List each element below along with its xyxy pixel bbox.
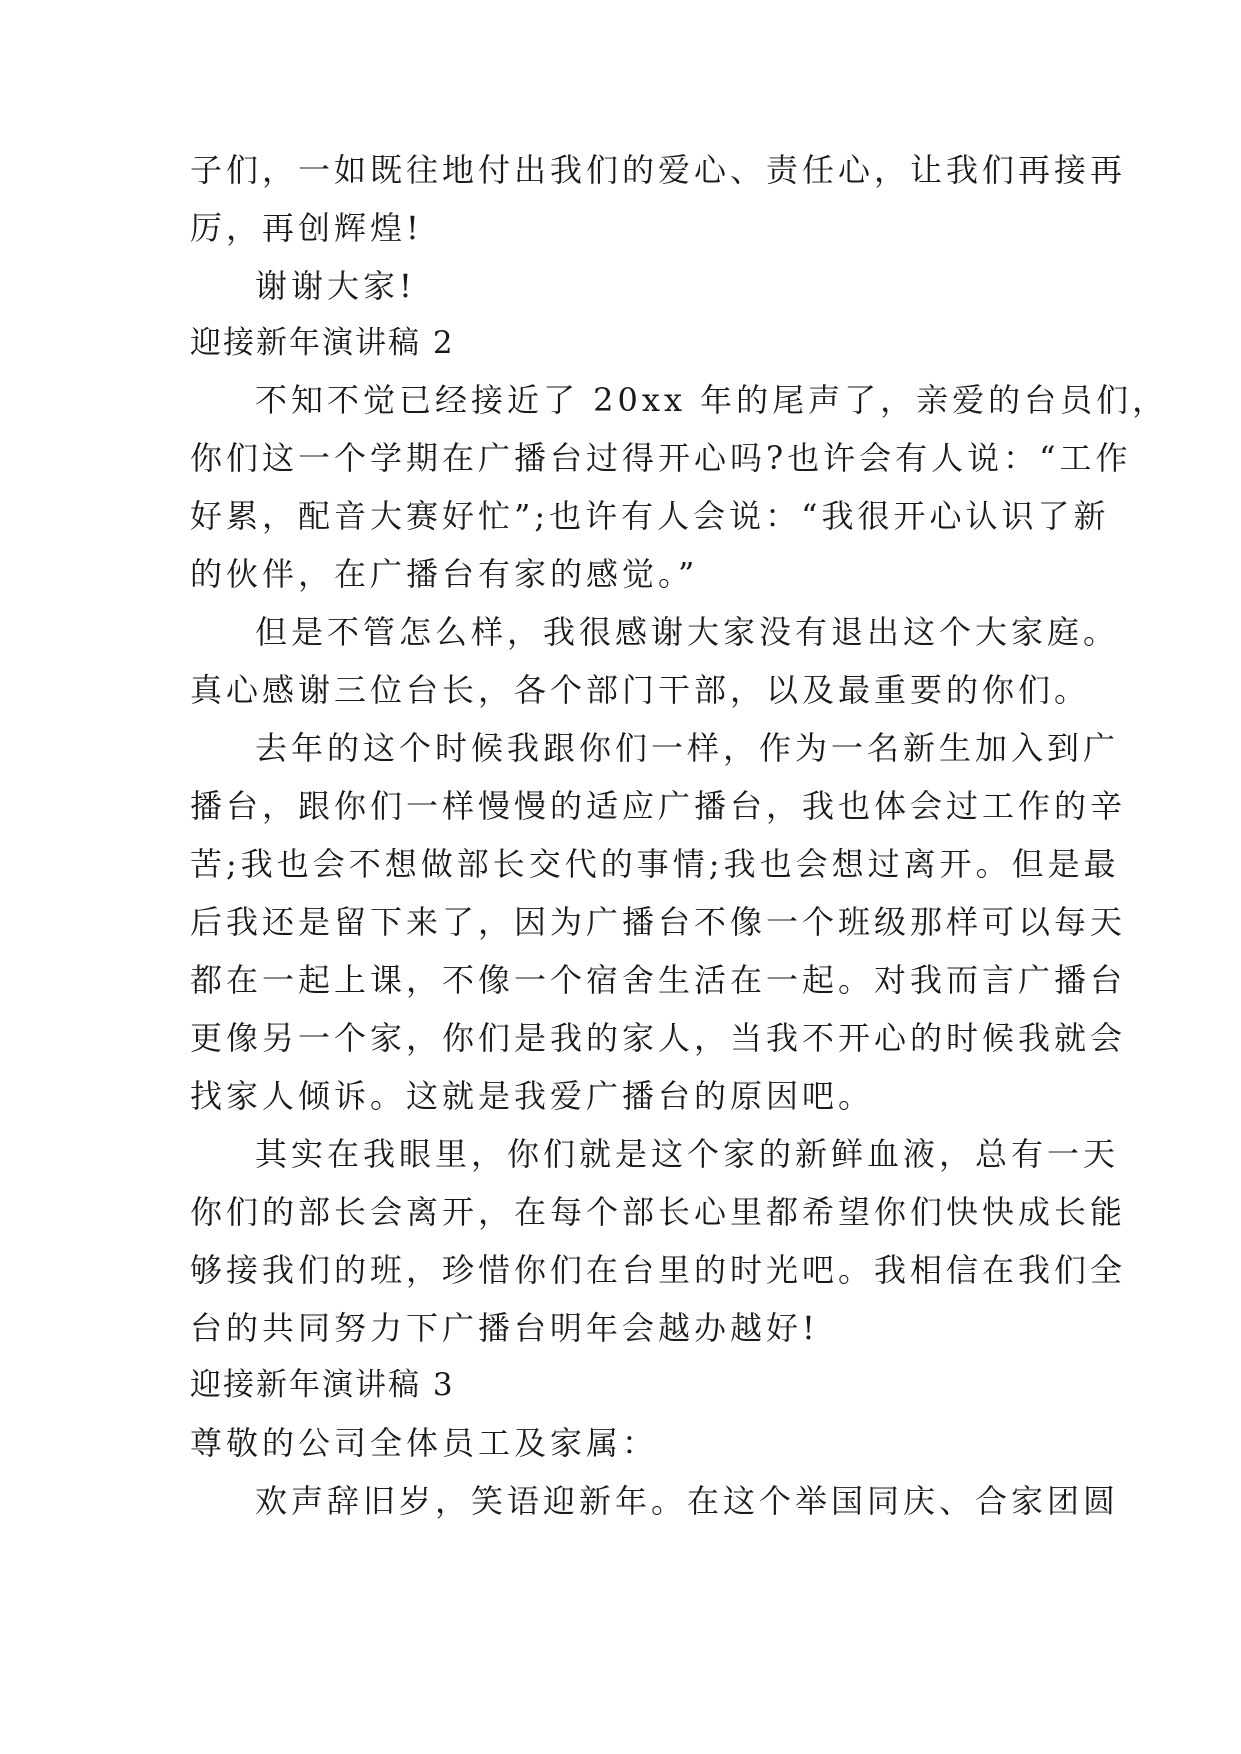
- text-line: 谢谢大家!: [255, 267, 416, 305]
- text-line: 你们这一个学期在广播台过得开心吗?也许会有人说：“工作: [190, 439, 1132, 477]
- text-line: 厉，再创辉煌!: [190, 209, 423, 247]
- text-line: 够接我们的班，珍惜你们在台里的时光吧。我相信在我们全: [190, 1251, 1127, 1289]
- text-line: 播台，跟你们一样慢慢的适应广播台，我也体会过工作的辛: [190, 787, 1127, 825]
- text-line: 的伙伴，在广播台有家的感觉。”: [190, 555, 699, 593]
- text-line: 去年的这个时候我跟你们一样，作为一名新生加入到广: [255, 729, 1120, 767]
- salutation: 尊敬的公司全体员工及家属：: [190, 1424, 659, 1462]
- text-line: 不知不觉已经接近了 20xx 年的尾声了，亲爱的台员们，: [255, 381, 1169, 419]
- text-line: 但是不管怎么样，我很感谢大家没有退出这个大家庭。: [255, 613, 1120, 651]
- text-line: 欢声辞旧岁，笑语迎新年。在这个举国同庆、合家团圆: [255, 1482, 1120, 1520]
- section-heading: 迎接新年演讲稿 2: [190, 325, 455, 361]
- text-line: 都在一起上课，不像一个宿舍生活在一起。对我而言广播台: [190, 961, 1127, 999]
- text-line: 苦;我也会不想做部长交代的事情;我也会想过离开。但是最: [190, 845, 1120, 883]
- text-line: 你们的部长会离开，在每个部长心里都希望你们快快成长能: [190, 1193, 1127, 1231]
- text-line: 后我还是留下来了，因为广播台不像一个班级那样可以每天: [190, 903, 1127, 941]
- text-line: 找家人倾诉。这就是我爱广播台的原因吧。: [190, 1077, 875, 1115]
- text-line: 更像另一个家，你们是我的家人，当我不开心的时候我就会: [190, 1019, 1127, 1057]
- text-line: 台的共同努力下广播台明年会越办越好!: [190, 1309, 819, 1347]
- text-line: 其实在我眼里，你们就是这个家的新鲜血液，总有一天: [255, 1135, 1120, 1173]
- section-heading: 迎接新年演讲稿 3: [190, 1367, 455, 1403]
- text-line: 子们，一如既往地付出我们的爱心、责任心，让我们再接再: [190, 151, 1127, 189]
- text-line: 好累，配音大赛好忙”;也许有人会说：“我很开心认识了新: [190, 497, 1110, 535]
- text-line: 真心感谢三位台长，各个部门干部，以及最重要的你们。: [190, 671, 1091, 709]
